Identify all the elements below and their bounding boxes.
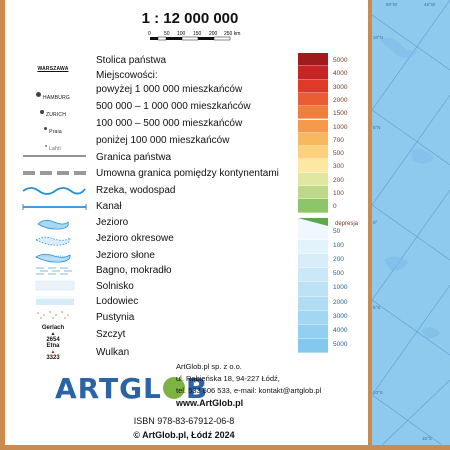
scale-bar	[148, 30, 258, 42]
peak-symbol	[20, 325, 86, 344]
swamp-icon	[36, 268, 72, 274]
elevation-color-swatch	[298, 93, 328, 106]
seasonal-lake-icon	[36, 237, 70, 245]
elevation-color-swatch	[298, 133, 328, 146]
depth-value-label: 200	[333, 256, 344, 263]
depth-value-label: 100	[333, 241, 344, 249]
river-icon	[23, 188, 85, 194]
city-dot-icon	[40, 110, 44, 114]
elevation-color-swatch	[298, 120, 328, 133]
elevation-color-swatch	[298, 173, 328, 186]
capital-sample: WARSZAWA	[37, 66, 69, 72]
peak-triangle-icon: ▲	[50, 331, 56, 337]
city-sample: Lahti	[49, 146, 61, 152]
legend-city-1: powyżej 1 000 000 mieszkańców	[96, 84, 243, 95]
elevation-color-swatch	[298, 80, 328, 93]
map-grid	[372, 0, 450, 445]
elevation-value-label: 300	[333, 163, 344, 171]
publisher-contact[interactable]: tel. 533 606 533, e-mail: kontakt@artglob.pl	[176, 386, 322, 395]
scale-tick-label: 200	[209, 31, 218, 37]
depth-value-label: 5000	[333, 341, 348, 349]
desert-icon	[37, 311, 69, 319]
legend-peak: Szczyt	[96, 329, 126, 340]
legend-continent-border: Umowna granica pomiędzy kontynentami	[96, 168, 279, 179]
scale-tick-label: 150	[193, 31, 202, 37]
map-frame-bottom	[0, 445, 450, 450]
depth-color-swatch	[298, 240, 328, 254]
city-large-symbol	[20, 86, 86, 104]
peak-name: Gerlach	[41, 325, 65, 331]
legend-city-2: 500 000 – 1 000 000 mieszkańców	[96, 101, 251, 112]
legend-salt-lake: Jezioro słone	[96, 250, 155, 261]
map-grid-label: 5°N	[373, 125, 381, 130]
copyright: © ArtGlob.pl, Łódź 2024	[133, 430, 235, 440]
isbn: ISBN 978-83-67912-06-8	[133, 416, 235, 426]
map-grid-label: 10°S	[373, 390, 383, 395]
city-sample: HAMBURG	[43, 95, 70, 101]
map-grid-label: 5°S	[373, 305, 381, 310]
elevation-value-label: 700	[333, 136, 344, 144]
elevation-value-label: 200	[333, 176, 344, 184]
scale-tick-label: 0	[148, 31, 151, 37]
elevation-color-swatch	[298, 186, 328, 199]
lake-icon	[38, 220, 68, 229]
salt-pan-icon	[36, 281, 74, 290]
legend-lake: Jezioro	[96, 217, 129, 228]
depth-color-swatch	[298, 339, 328, 353]
elevation-color-swatch	[298, 106, 328, 119]
salt-lake-icon	[36, 254, 70, 262]
city-dot-icon	[36, 92, 41, 97]
elevation-value-label: 4000	[333, 70, 348, 78]
elevation-value-label: 100	[333, 190, 344, 197]
elevation-value-label: 2000	[333, 96, 348, 104]
map-sea-area[interactable]	[372, 0, 450, 445]
map-grid-label: 50°W	[386, 2, 398, 7]
depth-value-label: 3000	[333, 312, 348, 320]
legend-border: Granica państwa	[96, 152, 172, 163]
elevation-color-swatch	[298, 53, 328, 66]
elevation-value-label: 0	[333, 203, 337, 211]
capital-symbol	[20, 57, 86, 75]
city-dot-icon	[45, 145, 47, 147]
scale-tick-label: 250 km	[224, 31, 241, 37]
map-scale-title: 1 : 12 000 000	[141, 10, 239, 27]
depression-wedge	[298, 218, 328, 232]
volcano-height: 3323	[46, 355, 60, 361]
city-medium-symbol	[20, 103, 86, 121]
volcano-icon: ▲	[50, 349, 56, 355]
city-sample: Praia	[49, 129, 62, 135]
depth-value-label: 50	[333, 227, 341, 235]
map-grid-label: 15°S	[422, 436, 432, 441]
depth-color-swatch	[298, 311, 328, 325]
legend-city-4: poniżej 100 000 mieszkańców	[96, 135, 230, 146]
depth-color-swatch	[298, 254, 328, 268]
depression-label: depresja	[335, 221, 359, 227]
city-small-symbol	[20, 120, 86, 138]
elevation-value-label: 1500	[333, 110, 348, 118]
map-frame-left	[0, 0, 5, 450]
scale-tick-label: 50	[164, 31, 170, 37]
publisher-address: ul. Rąbieńska 18, 94-227 Łódź,	[176, 374, 280, 383]
elevation-color-swatch	[298, 146, 328, 159]
volcano-symbol	[20, 343, 86, 362]
legend-glacier: Lodowiec	[96, 296, 139, 307]
legend-swamp: Bagno, mokradło	[96, 265, 172, 276]
depth-color-swatch	[298, 268, 328, 282]
legend-capital: Stolica państwa	[96, 55, 167, 66]
elevation-value-label: 500	[333, 150, 344, 158]
legend-canal: Kanał	[96, 201, 122, 212]
logo-text-left: ARTGL	[55, 372, 162, 405]
elevation-value-label: 5000	[333, 57, 348, 64]
depth-color-swatch	[298, 325, 328, 339]
depth-value-label: 2000	[333, 298, 348, 306]
publisher-website[interactable]: www.ArtGlob.pl	[176, 398, 244, 408]
map-grid-label: 10°N	[373, 35, 384, 40]
elevation-value-label: 1000	[333, 123, 348, 131]
legend-seasonal-lake: Jezioro okresowe	[96, 233, 174, 244]
depth-color-swatch	[298, 282, 328, 296]
volcano-name: Etna	[46, 343, 60, 349]
city-sample: ZURICH	[45, 112, 67, 118]
legend-river: Rzeka, wodospad	[96, 185, 176, 196]
depth-value-label: 500	[333, 270, 344, 278]
legend-salt-pan: Solnisko	[96, 281, 134, 292]
legend-cities-header: Miejscowości:	[96, 70, 158, 81]
depth-color-swatch	[298, 297, 328, 311]
legend-city-3: 100 000 – 500 000 mieszkańców	[96, 118, 243, 129]
elevation-value-label: 3000	[333, 83, 348, 91]
peak-height: 2654	[46, 337, 60, 343]
legend-desert: Pustynia	[96, 312, 135, 323]
depth-value-label: 1000	[333, 284, 348, 292]
logo-text-right: B	[185, 372, 209, 405]
city-dot-icon	[44, 127, 47, 130]
legend-volcano: Wulkan	[96, 347, 130, 358]
elevation-color-swatch	[298, 66, 328, 79]
elevation-color-swatch	[298, 199, 328, 212]
map-grid-label: 45°W	[424, 2, 436, 7]
scale-tick-label: 100	[177, 31, 186, 37]
depth-value-label: 4000	[333, 327, 348, 334]
map-grid-label: 0°	[373, 220, 378, 225]
elevation-color-swatch	[298, 159, 328, 172]
publisher-name: ArtGlob.pl sp. z o.o.	[176, 362, 242, 371]
